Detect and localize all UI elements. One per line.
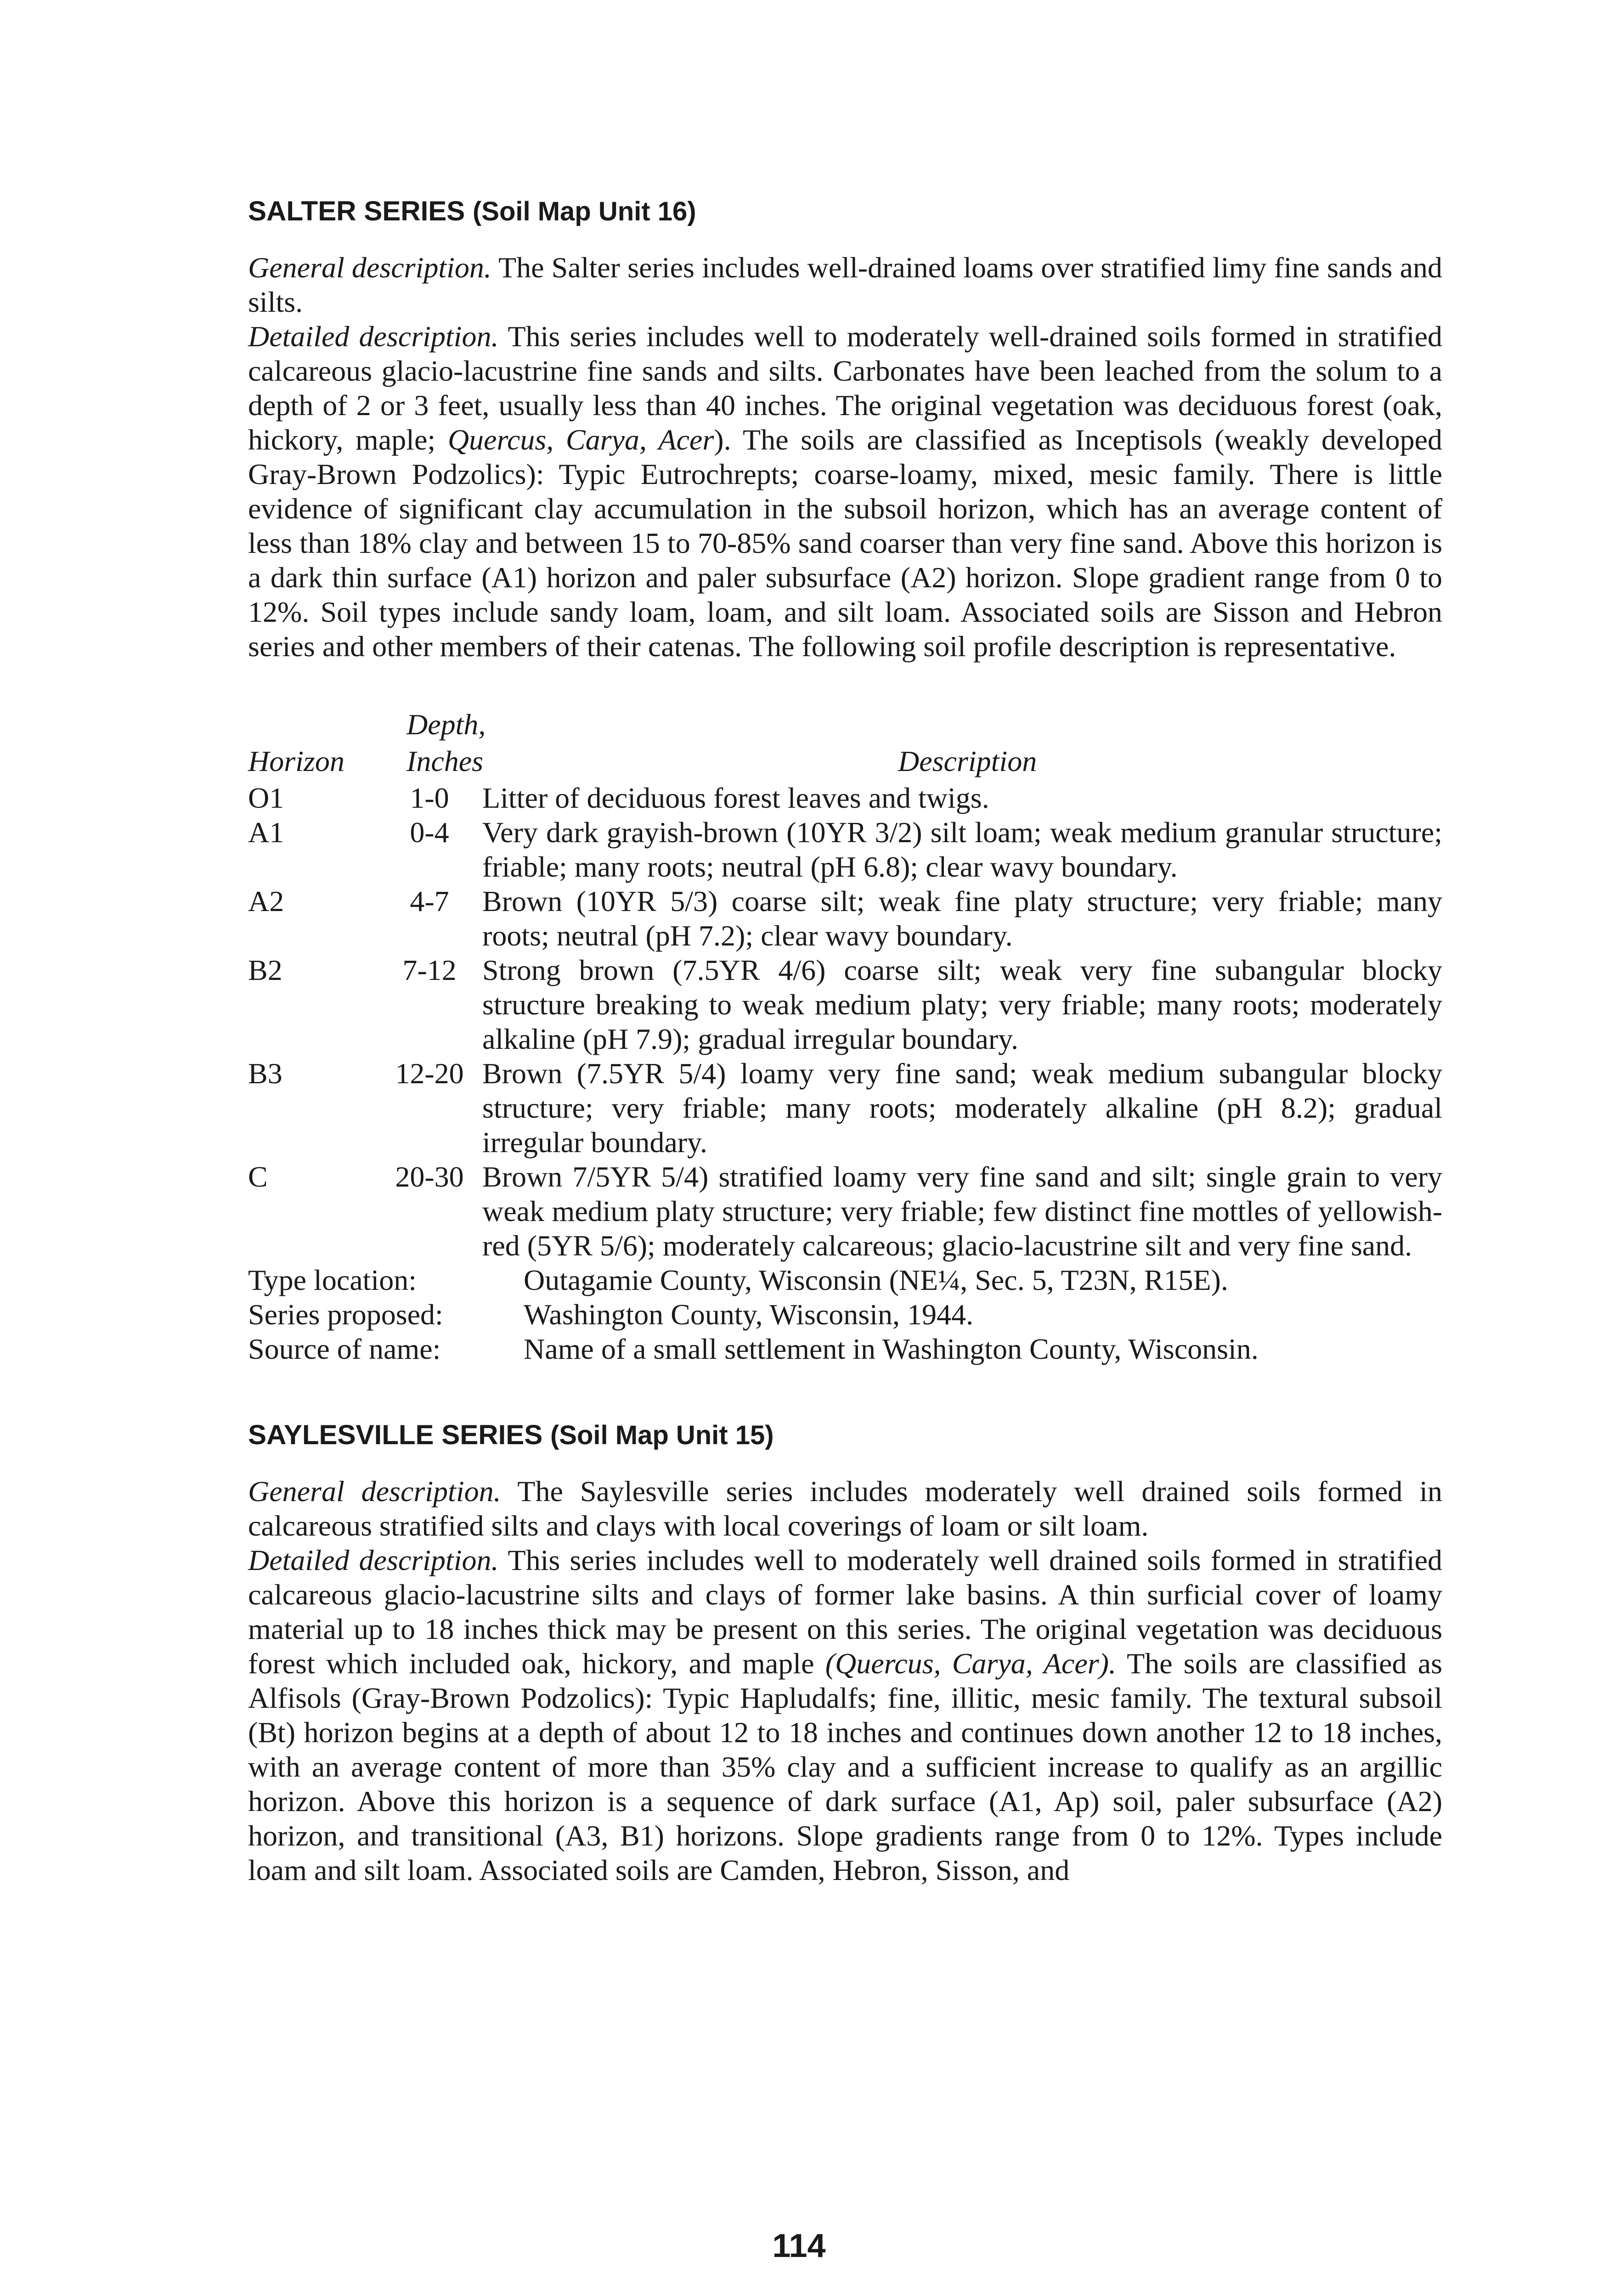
series-proposed-value: Washington County, Wisconsin, 1944. (524, 1298, 973, 1331)
table-row (248, 1159, 1442, 1263)
detailed-description-text: This series includes well to moderately well-drained soils formed in stratified calcareous glacio-lacustrine fine sands and silts. Carbonates have been leached from the solum to a depth of 2 or 3 feet, usually less than 40 inches. The original vegetation was deciduous forest (oak, hickory, maple; (248, 320, 1443, 456)
col-horizon-header: Horizon (248, 745, 344, 777)
source-of-name (248, 1332, 1442, 1366)
table-row (248, 953, 1442, 1056)
series-proposed (248, 1297, 1442, 1332)
type-location-value: Outagamie County, Wisconsin (NE¼, Sec. 5, T23N, R15E). (524, 1264, 1228, 1296)
row-description: Litter of deciduous forest leaves and twigs. (482, 782, 989, 814)
latin-names: (Quercus, Carya, Acer). (825, 1647, 1116, 1680)
saylesville-map-unit: (Soil Map Unit 15) (550, 1420, 774, 1450)
detailed-description-label: Detailed description. (248, 320, 499, 353)
salter-title: SALTER SERIES (248, 196, 465, 226)
latin-names: Quercus, Carya, Acer (447, 423, 714, 456)
saylesville-title: SAYLESVILLE SERIES (248, 1419, 543, 1450)
source-of-name-value: Name of a small settlement in Washington County, Wisconsin. (524, 1333, 1259, 1365)
row-horizon: A1 (248, 816, 284, 849)
table-row (248, 781, 1442, 815)
row-horizon: C (248, 1160, 268, 1193)
col-description-header: Description (898, 745, 1037, 777)
row-depth: 7-12 (402, 954, 457, 986)
row-description: Strong brown (7.5YR 4/6) coarse silt; weak very fine subangular blocky structure breaking to weak medium platy; very friable; many roots; moderately alkaline (pH 7.9); gradual irregular boundary. (482, 954, 1442, 1055)
table-row (248, 884, 1442, 953)
general-description-text: The Salter series includes well-drained loams over stratified limy fine sands and silts. (248, 251, 1443, 318)
row-depth: 0-4 (410, 816, 449, 849)
row-horizon: B2 (248, 954, 282, 986)
profile-table-header (248, 707, 1442, 781)
table-row (248, 815, 1442, 884)
source-of-name-label: Source of name: (248, 1333, 441, 1365)
general-description-label: General description. (248, 1475, 501, 1508)
saylesville-heading (248, 1417, 1442, 1454)
row-horizon: O1 (248, 782, 284, 814)
salter-map-unit: (Soil Map Unit 16) (472, 197, 696, 226)
row-depth: 20-30 (395, 1160, 464, 1193)
saylesville-general-description (248, 1474, 1442, 1543)
row-depth: 4-7 (410, 885, 449, 917)
row-description: Brown (10YR 5/3) coarse silt; weak fine platy structure; very friable; many roots; neutral (pH 7.2); clear wavy boundary. (482, 885, 1442, 952)
type-location (248, 1263, 1442, 1297)
page-number: 114 (772, 2228, 826, 2264)
type-location-label: Type location: (248, 1264, 417, 1296)
series-proposed-label: Series proposed: (248, 1298, 443, 1331)
salter-general-description (248, 250, 1442, 319)
salter-heading (248, 193, 1442, 230)
row-horizon: B3 (248, 1057, 282, 1090)
col-depth-header-line1: Depth, (407, 708, 486, 741)
detailed-description-label: Detailed description. (248, 1544, 499, 1576)
saylesville-detailed-description (248, 1543, 1442, 1887)
detailed-description-text-cont: The soils are classified as Alfisols (Gray-Brown Podzolics): Typic Hapludalfs; fine, illitic, mesic family. The textural subsoil (Bt) horizon begins at a depth of about 12 to 18 inches and continues down another 12 to 18 inches, with an average content of more than 35% clay and a sufficient increase to qualify as an argillic horizon. Above this horizon is a sequence of dark surface (A1, Ap) soil, paler subsurface (A2) horizon, and transitional (A3, B1) horizons. Slope gradients range from 0 to 12%. Types include loam and silt loam. Associated soils are Camden, Hebron, Sisson, and (248, 1647, 1443, 1886)
row-description: Brown (7.5YR 5/4) loamy very fine sand; weak medium subangular blocky structure; very friable; many roots; moderately alkaline (pH 8.2); gradual irregular boundary. (482, 1057, 1442, 1159)
row-description: Brown 7/5YR 5/4) stratified loamy very fine sand and silt; single grain to very weak medium platy structure; very friable; few distinct fine mottles of yellowish-red (5YR 5/6); moderately calcareous; glacio-lacustrine silt and very fine sand. (482, 1160, 1442, 1262)
row-description: Very dark grayish-brown (10YR 3/2) silt loam; weak medium granular structure; friable; many roots; neutral (pH 6.8); clear wavy boundary. (482, 816, 1442, 883)
row-depth: 12-20 (395, 1057, 464, 1090)
general-description-label: General description. (248, 251, 491, 284)
row-horizon: A2 (248, 885, 284, 917)
col-depth-header-line2: Inches (407, 745, 484, 777)
salter-detailed-description (248, 319, 1442, 664)
page-body (248, 193, 1442, 1887)
general-description-text: The Saylesville series includes moderately well drained soils formed in calcareous stratified silts and clays with local coverings of loam or silt loam. (248, 1475, 1443, 1542)
soil-profile-table (248, 707, 1442, 1366)
detailed-description-text-cont: ). The soils are classified as Inceptisols (weakly developed Gray-Brown Podzolics): Typic Eutrochrepts; coarse-loamy, mixed, mesic family. There is little evidence of significant clay accumulation in the subsoil horizon, which has an average content of less than 18% clay and between 15 to 70-85% sand coarser than very fine sand. Above this horizon is a dark thin surface (A1) horizon and paler subsurface (A2) horizon. Slope gradient range from 0 to 12%. Soil types include sandy loam, loam, and silt loam. Associated soils are Sisson and Hebron series and other members of their catenas. The following soil profile description is representative. (248, 423, 1443, 663)
row-depth: 1-0 (410, 782, 449, 814)
table-row (248, 1056, 1442, 1159)
detailed-description-text: This series includes well to moderately well drained soils formed in stratified calcareous glacio-lacustrine silts and clays of former lake basins. A thin surficial cover of loamy material up to 18 inches thick may be present on this series. The original vegetation was deciduous forest which included oak, hickory, and maple (248, 1544, 1443, 1680)
